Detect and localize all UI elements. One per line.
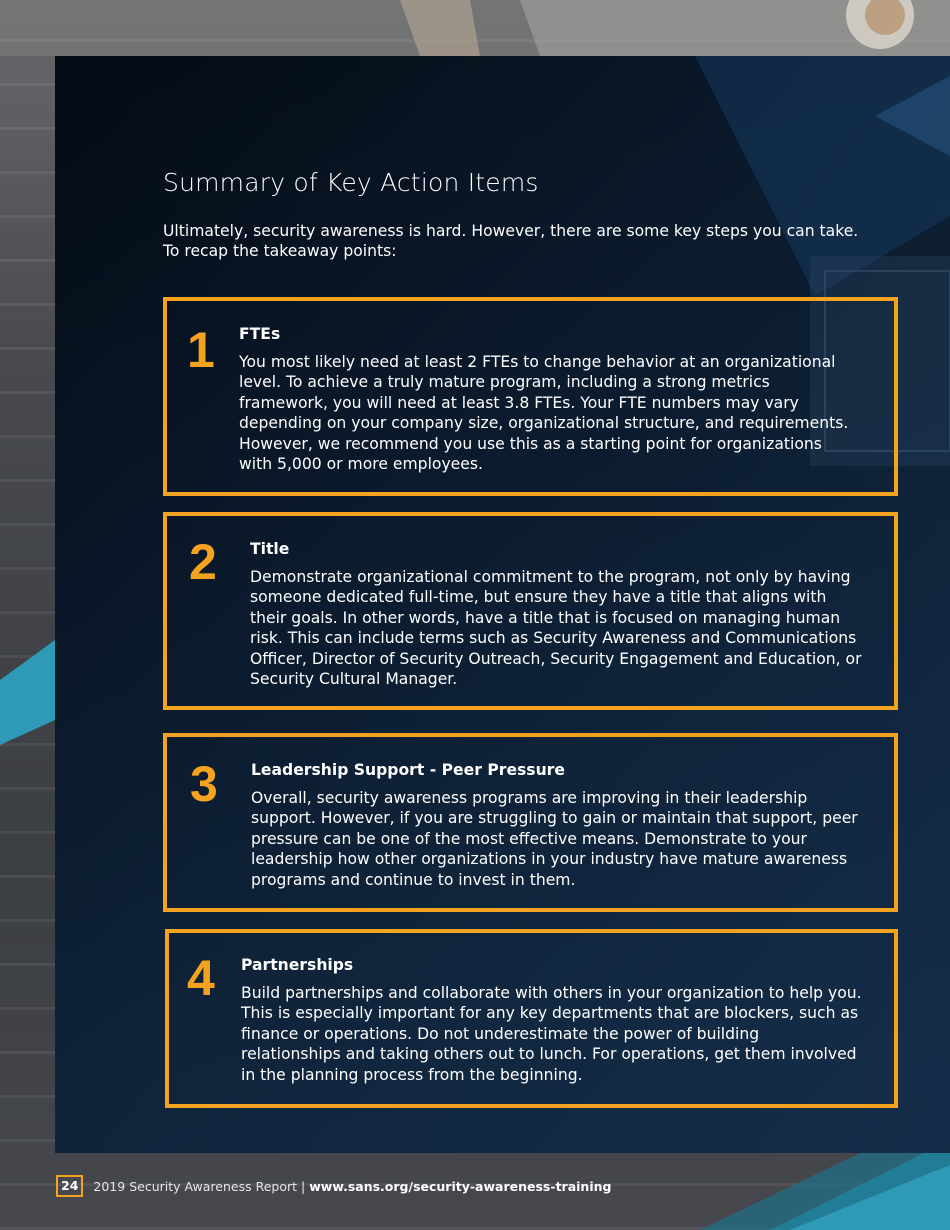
footer-separator: |	[301, 1178, 306, 1194]
item-title-3: Leadership Support - Peer Pressure	[251, 761, 565, 779]
item-body-2: Demonstrate organizational commitment to the program, not only by having someone dedicated full-time, but ensure they have a title that aligns with their goals. In other words, have a title that is focused on managing human risk. This can include terms such as Security Awareness and Communications Officer, Director of Security Outreach, Security Engagement and Education, or Security Cultural Manager.	[250, 568, 862, 689]
item-title-2: Title	[250, 540, 290, 558]
item-body-3: Overall, security awareness programs are improving in their leadership support. However, if you are struggling to gain or maintain that support, peer pressure can be one of the most effective means. Demonstrate to your leadership how other organizations in your industry have mature awareness programs and continue to invest in them.	[251, 789, 858, 889]
page-footer	[56, 1175, 611, 1197]
footer-link[interactable]: www.sans.org/security-awareness-training	[309, 1178, 612, 1194]
footer-text	[93, 1179, 611, 1194]
item-number-1: 1	[187, 322, 215, 378]
page-number: 24	[56, 1175, 83, 1197]
item-body-1: You most likely need at least 2 FTEs to change behavior at an organizational level. To achieve a truly mature program, including a strong metrics framework, you will need at least 3.8 FTEs. Your FTE numbers may vary depending on your company size, organizational structure, and requirements. However, we recommend you use this as a starting point for organizations with 5,000 or more employees.	[239, 353, 849, 474]
item-number-2: 2	[189, 534, 217, 590]
item-number-3: 3	[190, 756, 218, 812]
page-title: Summary of Key Action Items	[163, 168, 539, 197]
report-name: 2019 Security Awareness Report	[93, 1178, 298, 1194]
item-title-4: Partnerships	[241, 956, 354, 974]
intro-text: Ultimately, security awareness is hard. However, there are some key steps you can take. To recap the takeaway points:	[163, 222, 859, 260]
item-title-1: FTEs	[239, 325, 281, 343]
item-body-4: Build partnerships and collaborate with others in your organization to help you. This is especially important for any key departments that are blockers, such as finance or operations. Do not underestimate the power of building relationships and taking others out to lunch. For operations, get them involved in the planning process from the beginning.	[241, 984, 862, 1084]
item-number-4: 4	[187, 950, 215, 1006]
